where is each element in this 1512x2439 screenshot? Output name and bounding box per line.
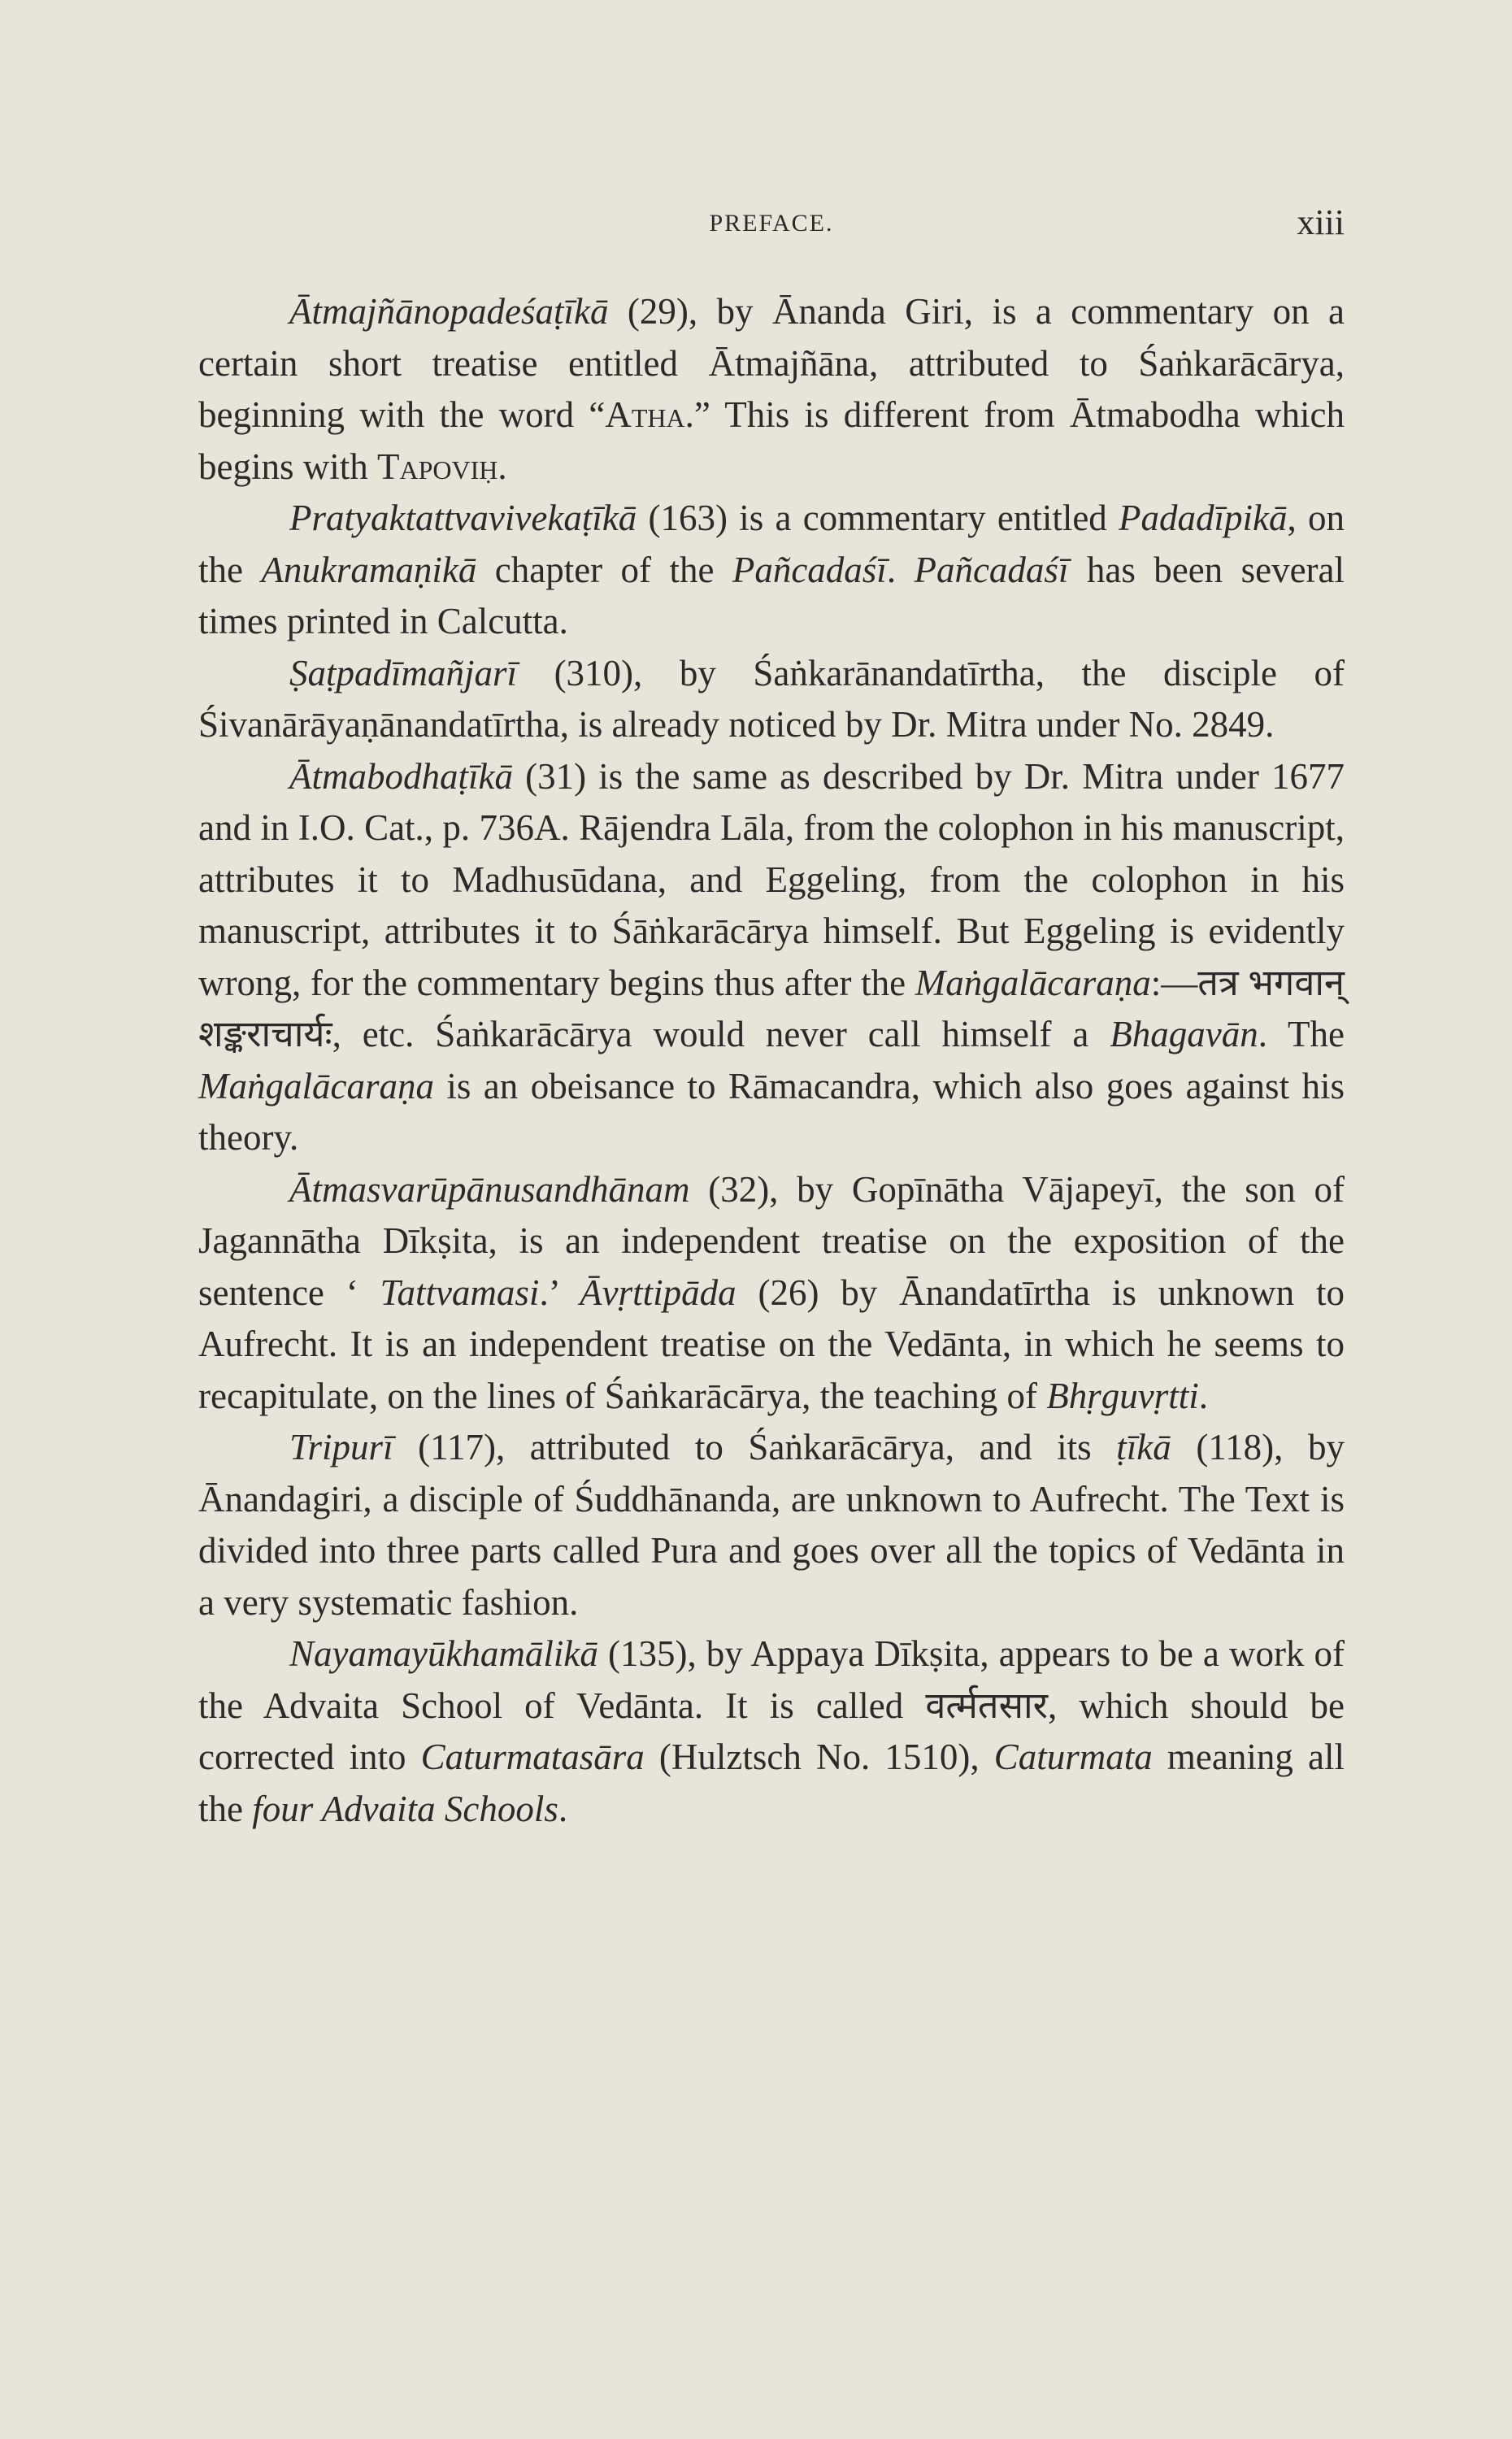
italic-term: Caturmata bbox=[993, 1737, 1153, 1777]
text-run: . bbox=[497, 446, 507, 487]
italic-term: Bhagavān bbox=[1110, 1014, 1258, 1054]
text-run: . bbox=[886, 549, 915, 590]
page-body bbox=[198, 286, 1345, 1835]
text-run: :—तत्र भगवान् शङ्कराचार्यः, etc. Śaṅkarācārya would never call himself a bbox=[198, 962, 1345, 1054]
italic-term: Padadīpikā bbox=[1119, 498, 1288, 538]
paragraph-atmasvarupanusandhanam bbox=[198, 1164, 1345, 1423]
italic-term: Maṅgalācaraṇa bbox=[915, 962, 1151, 1003]
paragraph-atmajnanopadesatika bbox=[198, 286, 1345, 493]
work-title: Ātmasvarūpānusandhānam bbox=[289, 1168, 690, 1210]
italic-term: Anukramaṇikā bbox=[261, 549, 477, 590]
text-run: (31) is the same as described by Dr. Mitra under 1677 and in I.O. Cat., p. 736A. Rājendra Lāla, from the colophon in his manuscript, attributes it to Madhusūdana, and Eggeling, from the colophon in his manuscript, attributes it to Śāṅkarācārya himself. But Eggeling is evidently wrong, for the commentary begins thus after the bbox=[198, 755, 1345, 1003]
paragraph-nayamayukhamalika bbox=[198, 1628, 1345, 1835]
italic-term: Pañcadaśī bbox=[914, 549, 1069, 590]
paragraph-atmabodhatika bbox=[198, 751, 1345, 1164]
text-run: .’ bbox=[539, 1272, 580, 1313]
text-run: chapter of the bbox=[476, 549, 732, 590]
paragraph-satpadimanjari bbox=[198, 648, 1345, 751]
text-run: . bbox=[1198, 1375, 1209, 1416]
work-title: Ātmajñānopadeśaṭīkā bbox=[289, 291, 609, 332]
work-title: Tripurī bbox=[289, 1427, 393, 1467]
text-run: (163) is a commentary entitled bbox=[637, 498, 1119, 538]
italic-term: Caturmatasāra bbox=[420, 1737, 645, 1777]
italic-term: Pañcadaśī bbox=[732, 549, 887, 590]
text-run: .” This is different from Ātmabodha which begins with bbox=[198, 394, 1345, 487]
italic-term: Bhṛguvṛtti bbox=[1046, 1375, 1199, 1416]
text-run: is an obeisance to Rāmacandra, which also goes against his theory. bbox=[198, 1065, 1345, 1158]
paragraph-pratyaktattvavivekatika bbox=[198, 493, 1345, 648]
text-run: (135), by Appaya Dīkṣita, appears to be a work of the Advaita School of Vedānta. It is called वर्त्मतसार, which should be corrected into bbox=[198, 1633, 1345, 1777]
work-title: Nayamayūkhamālikā bbox=[289, 1633, 598, 1674]
text-run: (26) by Ānandatīrtha is unknown to Aufrecht. It is an independent treatise on the Vedānta, in which he seems to recapitulate, on the lines of Śaṅkarācārya, the teaching of bbox=[198, 1272, 1345, 1416]
text-run: (Hulztsch No. 1510), bbox=[644, 1737, 994, 1777]
text-run: . The bbox=[1258, 1014, 1345, 1054]
text-run: , on the bbox=[198, 498, 1345, 590]
paragraph-tripuri bbox=[198, 1422, 1345, 1628]
page-header bbox=[198, 195, 1345, 252]
italic-term: Tattvamasi bbox=[380, 1272, 540, 1313]
italic-term: four Advaita Schools bbox=[252, 1788, 558, 1829]
text-run: (32), by Gopīnātha Vājapeyī, the son of Jagannātha Dīkṣita, is an independent treatise on the exposition of the sentence ‘ bbox=[198, 1168, 1345, 1313]
work-title: Ātmabodhaṭīkā bbox=[289, 755, 513, 797]
text-run: (118), by Ānandagiri, a disciple of Śuddhānanda, are unknown to Aufrecht. The Text is divided into three parts called Pura and goes over all the topics of Vedānta in a very systematic fashion. bbox=[198, 1427, 1345, 1623]
work-title: Ṣaṭpadīmañjarī bbox=[289, 652, 518, 693]
text-run: has been several times printed in Calcutta. bbox=[198, 549, 1345, 641]
small-caps-word: Tapoviḥ bbox=[377, 446, 498, 487]
page-number: xiii bbox=[1297, 202, 1345, 242]
work-title: Pratyaktattvavivekaṭīkā bbox=[289, 498, 637, 538]
text-run: meaning all the bbox=[198, 1737, 1345, 1829]
small-caps-word: Atha bbox=[605, 394, 685, 435]
text-run: (310), by Śaṅkarānandatīrtha, the disciple of Śivanārāyaṇānandatīrtha, is already noticed by Dr. Mitra under No. 2849. bbox=[198, 652, 1345, 745]
running-title: PREFACE. bbox=[709, 210, 834, 237]
text-run: (117), attributed to Śaṅkarācārya, and its bbox=[393, 1427, 1117, 1467]
italic-term: ṭīkā bbox=[1116, 1427, 1171, 1467]
text-run: . bbox=[558, 1788, 568, 1829]
text-run: (29), by Ānanda Giri, is a commentary on a certain short treatise entitled Ātmajñāna, attributed to Śaṅkarācārya, beginning with the word “ bbox=[198, 291, 1345, 435]
italic-term: Maṅgalācaraṇa bbox=[198, 1065, 434, 1106]
italic-term: Āvṛttipāda bbox=[580, 1272, 736, 1313]
